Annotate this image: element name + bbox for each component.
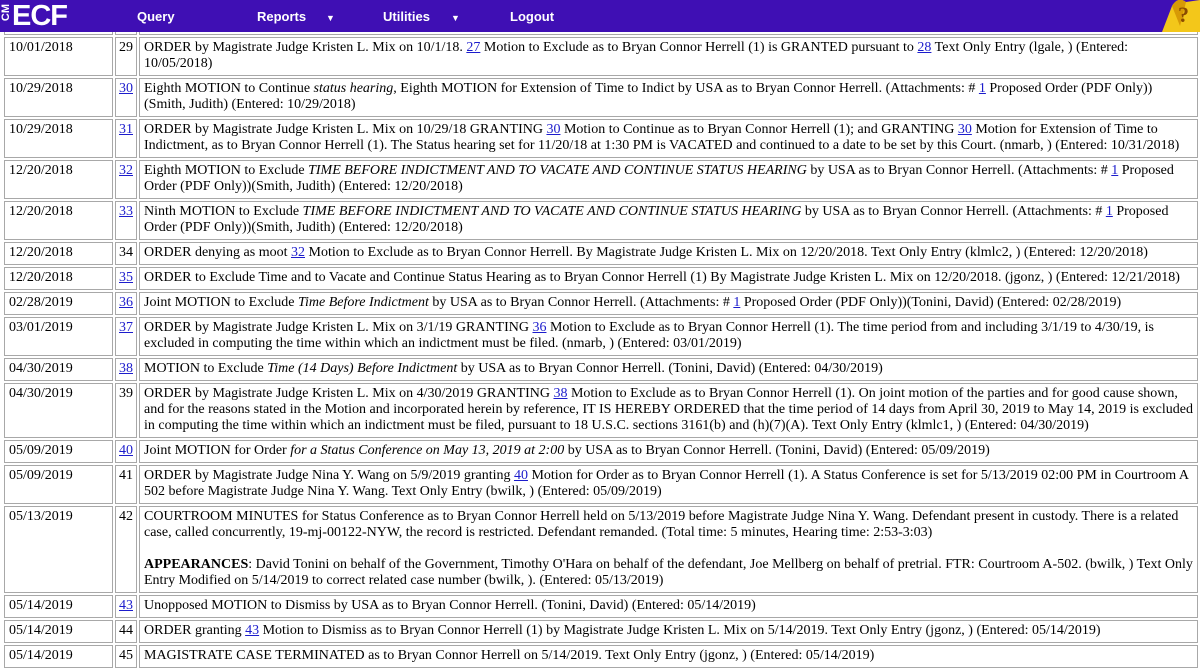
docket-text-segment: by USA as to Bryan Connor Herrell. (Tonini, David) (Entered: 05/09/2019) [564, 443, 990, 458]
docket-text-segment: APPEARANCES [144, 557, 249, 572]
menu-logout[interactable]: Logout [510, 9, 555, 24]
docket-number: 44 [115, 620, 137, 643]
docket-text-segment: ORDER by Magistrate Judge Kristen L. Mix on 10/1/18. [144, 40, 467, 55]
docket-row [4, 317, 1198, 356]
docket-date: 12/20/2018 [4, 160, 113, 199]
docket-number-link[interactable]: 30 [119, 81, 133, 96]
docket-text [139, 78, 1198, 117]
document-link[interactable]: 43 [245, 623, 260, 638]
docket-text-segment: ORDER granting [144, 623, 246, 638]
docket-row [4, 440, 1198, 463]
docket-row [4, 242, 1198, 265]
docket-date [4, 32, 113, 35]
docket-text [139, 201, 1198, 240]
docket-row [4, 358, 1198, 381]
docket-date: 05/13/2019 [4, 506, 113, 593]
docket-text-segment: Proposed Order (PDF Only))(Tonini, David) (Entered: 02/28/2019) [740, 295, 1122, 310]
docket-text-segment: ORDER denying as moot [144, 245, 291, 260]
docket-row [4, 506, 1198, 593]
docket-date: 10/29/2018 [4, 119, 113, 158]
docket-number [115, 358, 137, 381]
docket-number: 45 [115, 645, 137, 668]
docket-date: 05/14/2019 [4, 620, 113, 643]
document-link[interactable]: 1 [978, 81, 986, 96]
document-link[interactable]: 36 [532, 320, 547, 335]
svg-text:?: ? [1178, 2, 1189, 27]
docket-row [4, 78, 1198, 117]
docket-text-segment: by USA as to Bryan Connor Herrell. (Attachments: # [806, 163, 1112, 178]
docket-date: 12/20/2018 [4, 267, 113, 290]
docket-text-segment: Motion to Dismiss as to Bryan Connor Herrell (1) by Magistrate Judge Kristen L. Mix on 5/14/2019. Text Only Entry (jgonz, ) (Entered: 05/14/2019) [259, 623, 1101, 638]
docket-text-segment: , Eighth MOTION for Extension of Time to Indict by USA as to Bryan Connor Herrell. (Attachments: # [393, 81, 979, 96]
docket-number [115, 160, 137, 199]
docket-table-container[interactable] [0, 32, 1200, 671]
docket-number-link[interactable]: 40 [119, 443, 133, 458]
document-link[interactable]: 32 [291, 245, 305, 260]
docket-row [4, 620, 1198, 643]
docket-text-segment: Time (14 Days) Before Indictment [267, 361, 458, 376]
docket-number: 39 [115, 383, 137, 438]
docket-date: 12/20/2018 [4, 201, 113, 240]
docket-text-segment: Proposed Order (PDF Only))(Smith, Judith) (Entered: 12/20/2018) [144, 204, 1169, 235]
document-link[interactable]: 27 [466, 40, 481, 55]
docket-date: 03/01/2019 [4, 317, 113, 356]
docket-text-segment: Unopposed MOTION to Dismiss by USA as to Bryan Connor Herrell. (Tonini, David) (Entered: 05/14/2019) [144, 598, 756, 613]
docket-text-segment: Ninth MOTION to Exclude [144, 204, 303, 219]
docket-number [115, 595, 137, 618]
docket-text [139, 595, 1198, 618]
docket-number-link[interactable]: 33 [119, 204, 133, 219]
docket-text-segment: ORDER by Magistrate Judge Nina Y. Wang on 5/9/2019 granting [144, 468, 514, 483]
docket-text [139, 119, 1198, 158]
docket-row [4, 32, 1198, 35]
docket-text-segment: MOTION to Exclude [144, 361, 268, 376]
docket-text [139, 317, 1198, 356]
docket-number-link[interactable]: 32 [119, 163, 133, 178]
docket-row [4, 119, 1198, 158]
docket-number: 41 [115, 465, 137, 504]
docket-text-segment: by USA as to Bryan Connor Herrell. (Tonini, David) (Entered: 04/30/2019) [457, 361, 883, 376]
docket-text-segment: by USA as to Bryan Connor Herrell. (Attachments: # [801, 204, 1106, 219]
docket-text-segment: Motion to Exclude as to Bryan Connor Herrell. By Magistrate Judge Kristen L. Mix on 12/20/2018. Text Only Entry (klmlc2, ) (Entered: 12/20/2018) [305, 245, 1148, 260]
docket-number-link[interactable]: 37 [119, 320, 133, 335]
docket-text-segment: Joint MOTION to Exclude [144, 295, 298, 310]
docket-number: 29 [115, 37, 137, 76]
docket-number [115, 317, 137, 356]
docket-date: 10/01/2018 [4, 37, 113, 76]
docket-text-segment: MAGISTRATE CASE TERMINATED as to Bryan Connor Herrell on 5/14/2019. Text Only Entry (jgonz, ) (Entered: 05/14/2019) [144, 648, 875, 663]
docket-text [139, 440, 1198, 463]
docket-row [4, 465, 1198, 504]
docket-text-segment: Text Only Entry (lgale, ) (Entered: 10/05/2018) [144, 40, 1129, 71]
docket-date: 12/20/2018 [4, 242, 113, 265]
docket-number [115, 201, 137, 240]
docket-row [4, 645, 1198, 668]
document-link[interactable]: 38 [553, 386, 568, 401]
docket-text [139, 37, 1198, 76]
logo-cm-text: CM [0, 4, 12, 22]
docket-number: 34 [115, 242, 137, 265]
docket-row [4, 383, 1198, 438]
help-icon[interactable] [1156, 0, 1200, 32]
docket-date: 04/30/2019 [4, 358, 113, 381]
docket-text [139, 358, 1198, 381]
docket-text-segment: TIME BEFORE INDICTMENT AND TO VACATE AND CONTINUE STATUS HEARING [302, 204, 802, 219]
docket-row [4, 37, 1198, 76]
docket-text-segment: Motion to Exclude as to Bryan Connor Herrell (1). On joint motion of the parties and for good cause shown, and for the reasons stated in the Motion and incorporated herein by reference, IT IS HEREBY ORDERED that the time period of 14 days from April 30, 2019 to May 14, 2019 is excluded in computing the time within which an indictment must be filed, pursuant to 18 U.S.C. sections 3161(b) and (h)(7)(A). Text Only Entry (klmlc1, ) (Entered: 04/30/2019) [144, 386, 1193, 433]
docket-text-segment: ORDER by Magistrate Judge Kristen L. Mix on 4/30/2019 GRANTING [144, 386, 554, 401]
menu-reports[interactable]: Reports ▼ [257, 9, 335, 24]
menu-utilities[interactable]: Utilities ▼ [383, 9, 460, 24]
chevron-down-icon: ▼ [326, 13, 335, 23]
document-link[interactable]: 40 [513, 468, 528, 483]
document-link[interactable]: 1 [1111, 163, 1119, 178]
menu-query[interactable]: Query [137, 9, 175, 24]
docket-text-segment: Motion for Order as to Bryan Connor Herrell (1). A Status Conference is set for 5/13/2019 02:00 PM in Courtroom A 502 before Magistrate Judge Nina Y. Wang. Text Only Entry (bwilk, ) (Entered: 05/09/2019) [144, 468, 1189, 499]
docket-number: 42 [115, 506, 137, 593]
docket-number-link[interactable]: 36 [119, 295, 133, 310]
docket-text [139, 383, 1198, 438]
docket-date: 05/14/2019 [4, 645, 113, 668]
docket-date: 04/30/2019 [4, 383, 113, 438]
docket-row [4, 292, 1198, 315]
docket-text-segment: Eighth MOTION to Exclude [144, 163, 309, 178]
docket-text-segment: Motion to Exclude as to Bryan Connor Herrell (1) is GRANTED pursuant to [480, 40, 918, 55]
docket-text-segment: ORDER by Magistrate Judge Kristen L. Mix on 10/29/18 GRANTING [144, 122, 547, 137]
docket-text-segment: Proposed Order (PDF Only))(Smith, Judith) (Entered: 10/29/2018) [144, 81, 1153, 112]
docket-text-segment: status hearing [313, 81, 394, 96]
cmecf-logo[interactable] [0, 0, 67, 32]
document-link[interactable]: 1 [733, 295, 741, 310]
docket-number [115, 119, 137, 158]
docket-number [115, 292, 137, 315]
docket-date: 02/28/2019 [4, 292, 113, 315]
docket-row [4, 201, 1198, 240]
docket-row [4, 595, 1198, 618]
docket-text-segment: ORDER to Exclude Time and to Vacate and Continue Status Hearing as to Bryan Connor Herrell (1) By Magistrate Judge Kristen L. Mix on 12/20/2018. (jgonz, ) (Entered: 12/21/2018) [144, 270, 1180, 285]
paragraph-break [144, 541, 1193, 557]
docket-number [115, 78, 137, 117]
docket-text [139, 242, 1198, 265]
docket-number-link[interactable]: 43 [119, 598, 133, 613]
docket-text [139, 645, 1198, 668]
docket-number [115, 267, 137, 290]
docket-number [115, 440, 137, 463]
docket-text [139, 32, 1198, 35]
docket-number-link[interactable]: 38 [119, 361, 133, 376]
logo-ecf-text: ECF [12, 0, 67, 32]
docket-text-segment: Motion for Extension of Time to Indictment, as to Bryan Connor Herrell (1). The Status hearing set for 11/20/18 at 1:30 PM is VACATED and continued to a date to be set by this Court. (nmarb, ) (Entered: 10/31/2018) [144, 122, 1180, 153]
docket-date: 10/29/2018 [4, 78, 113, 117]
docket-text-segment: by USA as to Bryan Connor Herrell. (Attachments: # [428, 295, 734, 310]
document-link[interactable]: 30 [546, 122, 561, 137]
docket-text [139, 620, 1198, 643]
docket-text-segment: COURTROOM MINUTES for Status Conference as to Bryan Connor Herrell held on 5/13/2019 before Magistrate Judge Nina Y. Wang. Defendant present in custody. There is a related case, called concurrently, 19-mj-00122-NYW, the record is restricted. Defendant remanded. (Total time: 5 minutes, Hearing time: 2:53-3:03) [144, 509, 1179, 540]
docket-date: 05/09/2019 [4, 465, 113, 504]
docket-text-segment: Motion to Continue as to Bryan Connor Herrell (1); and GRANTING [560, 122, 958, 137]
docket-text-segment: Time Before Indictment [297, 295, 429, 310]
docket-text [139, 292, 1198, 315]
docket-text [139, 506, 1198, 593]
docket-date: 05/14/2019 [4, 595, 113, 618]
docket-row [4, 267, 1198, 290]
docket-text [139, 267, 1198, 290]
docket-text-segment: TIME BEFORE INDICTMENT AND TO VACATE AND CONTINUE STATUS HEARING [308, 163, 807, 178]
docket-number-link[interactable]: 35 [119, 270, 133, 285]
docket-text-segment: Proposed Order (PDF Only))(Smith, Judith) (Entered: 12/20/2018) [144, 163, 1174, 194]
docket-row [4, 160, 1198, 199]
docket-date: 05/09/2019 [4, 440, 113, 463]
docket-text-segment: Joint MOTION for Order [144, 443, 291, 458]
docket-text-segment: Motion to Exclude as to Bryan Connor Herrell (1). The time period from and including 3/1/19 to 4/30/19, is excluded in computing the time within which an indictment must be filed. (nmarb, ) (Entered: 03/01/2019) [144, 320, 1154, 351]
docket-text-segment: : David Tonini on behalf of the Government, Timothy O'Hara on behalf of the defendant, Joe Mellberg on behalf of pretrial. FTR: Courtroom A-502. (bwilk, ) Text Only Entry Modified on 5/14/2019 to correct related case number (bwilk, ). (Entered: 05/13/2019) [144, 557, 1193, 588]
top-menu-bar [0, 0, 1200, 32]
docket-number [115, 32, 137, 35]
document-link[interactable]: 30 [957, 122, 972, 137]
chevron-down-icon: ▼ [451, 13, 460, 23]
docket-text [139, 160, 1198, 199]
docket-text [139, 465, 1198, 504]
document-link[interactable]: 28 [917, 40, 932, 55]
document-link[interactable]: 1 [1105, 204, 1113, 219]
docket-text-segment: ORDER by Magistrate Judge Kristen L. Mix on 3/1/19 GRANTING [144, 320, 533, 335]
docket-text-segment: for a Status Conference on May 13, 2019 at 2:00 [290, 443, 565, 458]
docket-table [2, 32, 1200, 670]
docket-number-link[interactable]: 31 [119, 122, 133, 137]
docket-text-segment: Eighth MOTION to Continue [144, 81, 314, 96]
